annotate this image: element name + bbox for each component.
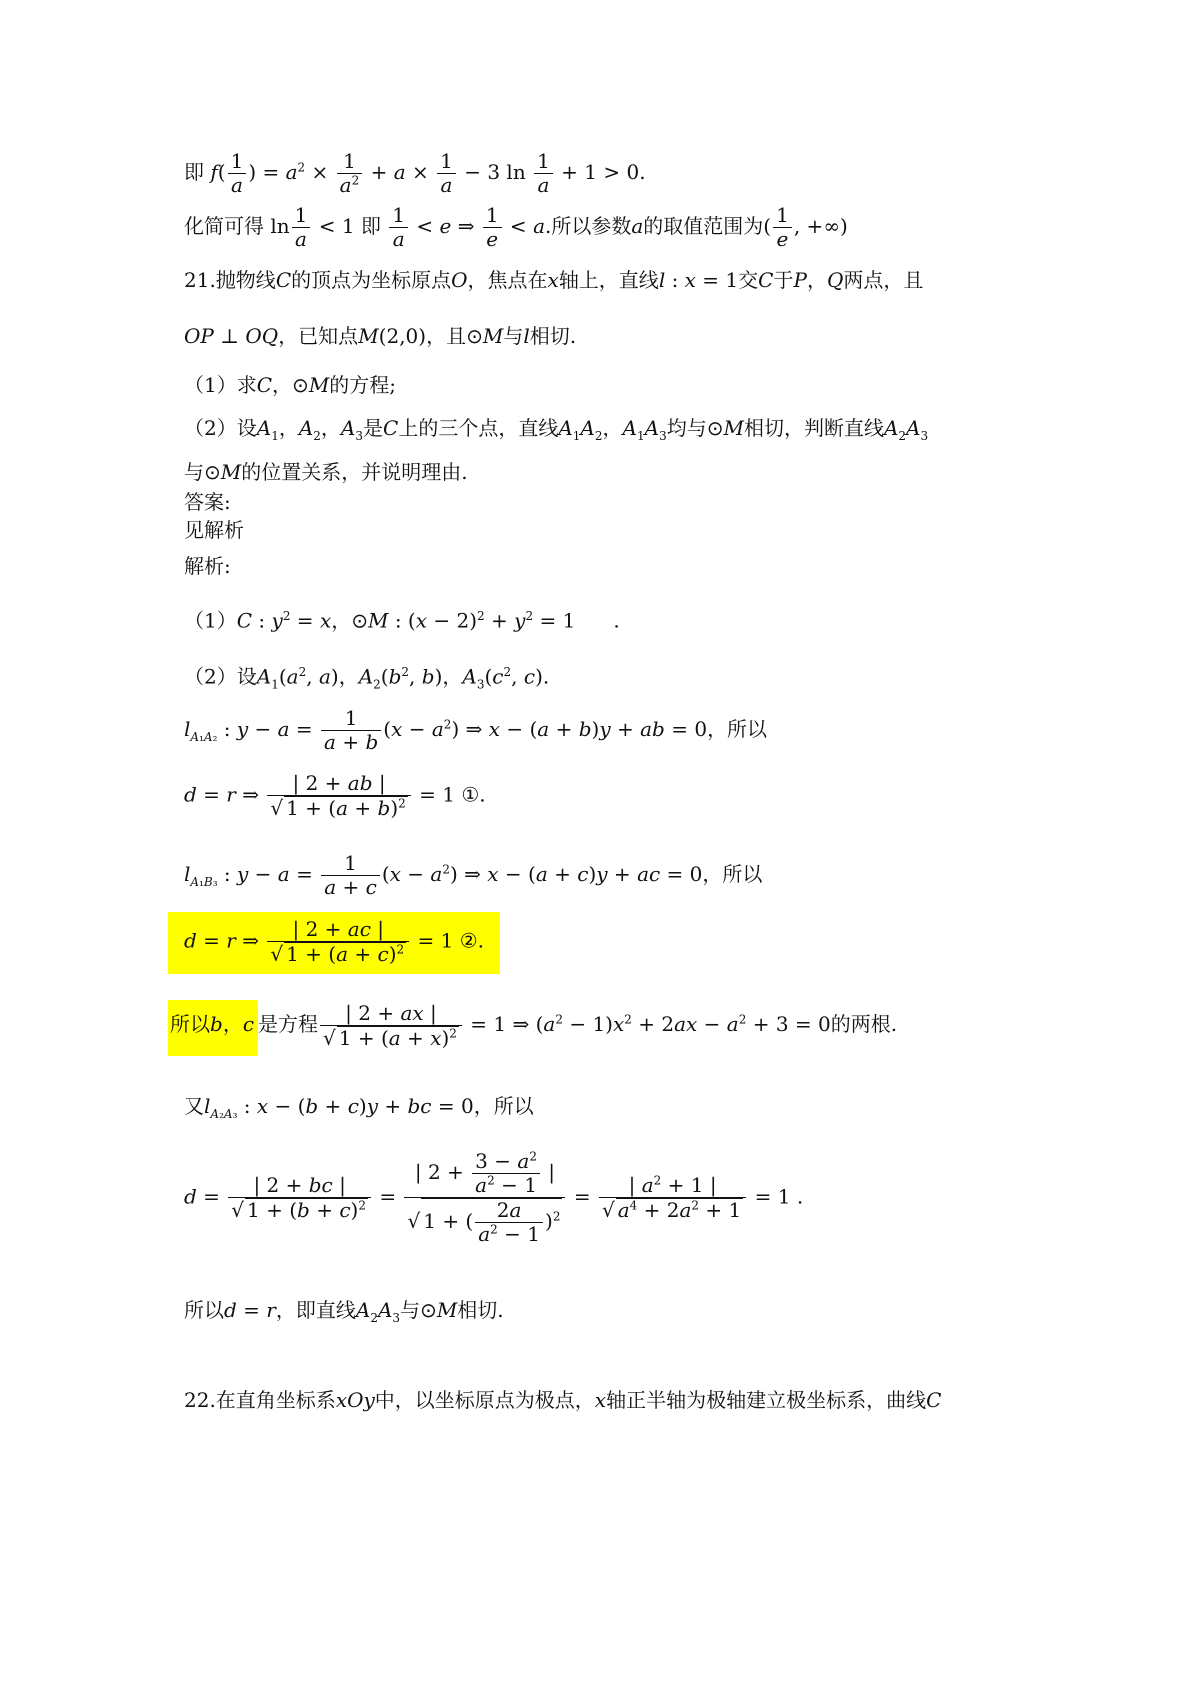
text: ，已知点 [278, 324, 359, 348]
text: ，所以 [473, 1094, 534, 1118]
sol-part1: （1）C : $y^2 = x$，⊙M : $(x - 2)^2 + y^2 = 1$ . [184, 608, 620, 633]
text: 所以 [170, 1012, 210, 1036]
text: ， [602, 416, 623, 440]
text: 于 [773, 268, 794, 292]
sol-part2-set: （2）设$A_1(a^2$, a)，$A_2(b^2$, b)，$A_3(c^2$, c). [184, 664, 550, 692]
text-simplify: 化简可得 [184, 214, 264, 238]
sol-dist-1: d = r ⇒ $\frac{| 2 + ab |}{√ 1 + (a + b)^2}$ = 1 ①. [184, 771, 486, 820]
text: （1）求 [184, 373, 257, 397]
text: ， [320, 416, 341, 440]
text: 相切，判断直线 [743, 416, 884, 440]
text: （2）设 [184, 416, 257, 440]
text: 21.抛物线 [184, 268, 276, 292]
q21-part2-line1: （2）设$A_1$，$A_2$，$A_3$是C上的三个点，直线$A_1A_2$，$A_1A_3$均与⊙M相切，判断直线$A_2A_3$ [184, 416, 929, 443]
answer-text: 见解析 [184, 518, 244, 542]
sol-roots: 所以b，c 是方程 $\frac{| 2 + ax |}{√ 1 + (a + x)^2}$ = 1 ⇒ $(a^2 - 1)x^2 + 2ax - a^2 + 3 = 0$的两根. [168, 1000, 897, 1056]
line-f-inequality: 即 f( $\frac{1}{a}$ ) = $a^2$ × $\frac{1}{a^2}$ + a × $\frac{1}{a}$ − 3 ln $\frac{1}{a}$ + 1 > 0. [184, 149, 646, 197]
sol-dist-2-highlight: d = r ⇒ $\frac{| 2 + ac |}{√ 1 + (a + c)^2}$ = 1 ②. [168, 912, 500, 974]
text: 是方程 [258, 1012, 319, 1036]
text: 的方程; [329, 373, 397, 397]
text: 均与 [666, 416, 707, 440]
highlight-so-bc: 所以b，c [168, 1000, 258, 1056]
sol-line-a1a2: $l_{A_1A_2}$ : y − a = $\frac{1}{a + b}$ $(x - a^2)$ ⇒ x − (a + b)y + ab = 0，所以 [184, 706, 768, 754]
q21-line2: OP ⊥ OQ，已知点M(2,0)，且⊙M与l相切. [184, 324, 577, 348]
text: 22.在直角坐标系 [184, 1388, 336, 1412]
text: 中，以坐标原点为极点， [374, 1388, 595, 1412]
text: 轴正半轴为极轴建立极坐标系，曲线 [606, 1388, 927, 1412]
answer-label: 答案: [184, 490, 231, 514]
text: ， [806, 268, 827, 292]
text: （1） [184, 608, 237, 633]
text: ， [278, 416, 299, 440]
text: 与 [400, 1298, 421, 1322]
sol-line-a1b3: $l_{A_1B_3}$ : y − a = $\frac{1}{a + c}$ $(x - a^2)$ ⇒ x − (a + c)y + ac = 0，所以 [184, 851, 763, 899]
text: ，所以 [707, 717, 768, 741]
q21-line1: 21.抛物线C的顶点为坐标原点O，焦点在x轴上，直线l : x = 1交C于P，Q两点，且 [184, 268, 924, 292]
text: 所以 [184, 1298, 224, 1322]
text: ，即直线 [275, 1298, 356, 1322]
text: ，且 [426, 324, 467, 348]
sol-dist-3: d = $\frac{| 2 + bc |}{√ 1 + (b + c)^2}$ = | 2 + $\frac{3 - a^2}{a^2 - 1}$ | √ 1 + ( $\frac{2a}{a^2 - 1}$ )$^2$ = $\frac{| a^2 + 1 |}{√ a^4 + 2a^2 + 1}$ = 1 . [184, 1149, 804, 1246]
text: 交 [738, 268, 759, 292]
text: ， [272, 373, 293, 397]
sol-line-a2a3: 又$l_{A_2A_3}$ : x − (b + c)y + bc = 0，所以 [184, 1094, 534, 1121]
text-ji: 即 [184, 160, 204, 184]
text: 又 [184, 1094, 204, 1118]
text: （2）设 [184, 664, 257, 689]
text-range: 的取值范围为 [643, 214, 764, 238]
text: 与 [503, 324, 524, 348]
analysis-label: 解析: [184, 554, 231, 578]
q21-part2-line2: 与⊙M的位置关系，并说明理由. [184, 460, 468, 484]
text: ， [331, 608, 352, 633]
text-ji2: 即 [360, 214, 381, 238]
text: 上的三个点，直线 [398, 416, 559, 440]
text: ， [442, 664, 463, 689]
text: 的位置关系，并说明理由. [241, 460, 468, 484]
text: 是 [363, 416, 384, 440]
sol-conclusion: 所以d = r，即直线$A_2A_3$与⊙M相切. [184, 1298, 504, 1325]
text: 相切. [457, 1298, 504, 1322]
text: 轴上，直线 [558, 268, 659, 292]
text: 相切. [529, 324, 577, 348]
text: 与 [184, 460, 204, 484]
text: 的两根. [830, 1012, 898, 1036]
text: 两点，且 [843, 268, 924, 292]
q21-part1: （1）求C，⊙M的方程; [184, 373, 397, 397]
text: 的顶点为坐标原点 [291, 268, 452, 292]
text-so-param: .所以参数 [545, 214, 632, 238]
q22-line1: 22.在直角坐标系xOy中，以坐标原点为极点，x轴正半轴为极轴建立极坐标系，曲线C [184, 1388, 942, 1412]
text: ， [222, 1012, 243, 1036]
line-simplify: 化简可得 ln $\frac{1}{a}$ < 1 即 $\frac{1}{a}$ < e ⇒ $\frac{1}{e}$ < a.所以参数a的取值范围为( $\frac{1}{e}$ , +∞) [184, 203, 848, 251]
text: ，所以 [702, 862, 763, 886]
text: ， [338, 664, 359, 689]
text-dot: . [639, 160, 646, 184]
text: ，焦点在 [467, 268, 548, 292]
